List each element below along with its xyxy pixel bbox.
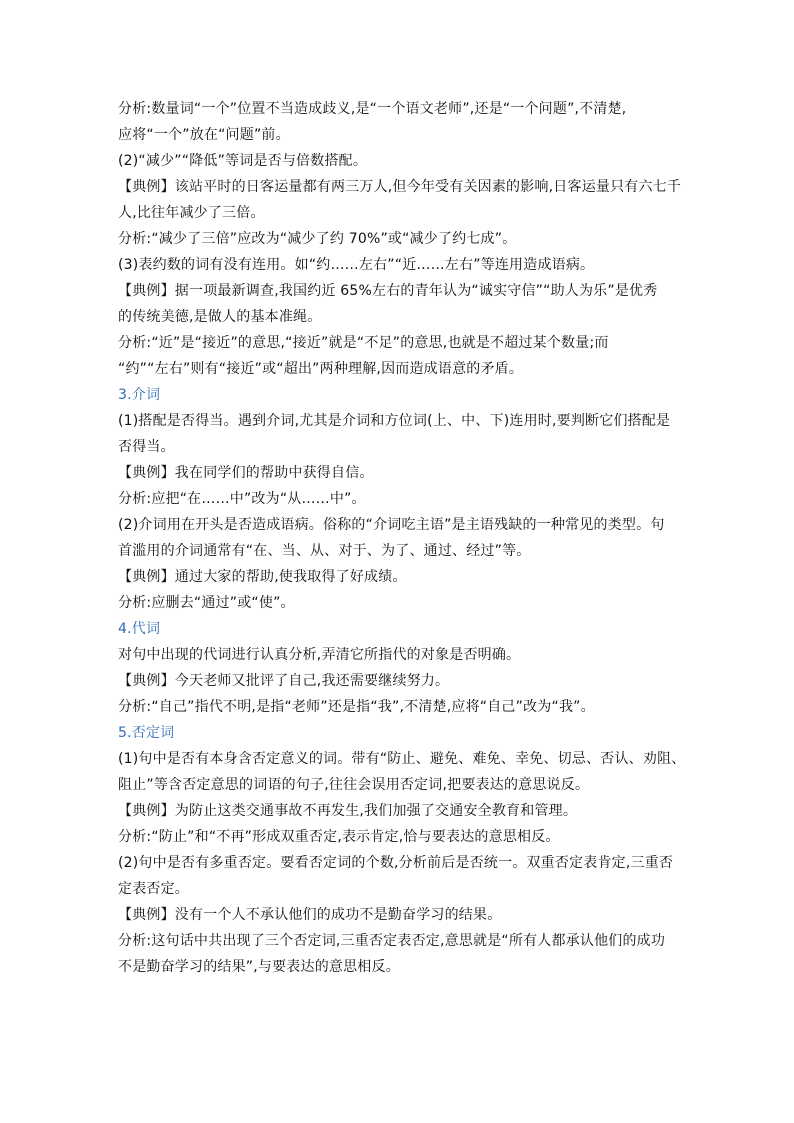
section-heading-negatives: 5.否定词 — [118, 725, 175, 741]
analysis-line: 分析:“防止”和“不再”形成双重否定,表示肯定,恰与要表达的意思相反。 — [118, 829, 560, 845]
paragraph-line: (1)句中是否有本身含否定意义的词。带有“防止、避免、难免、幸免、切忌、否认、劝阻、 — [118, 751, 686, 767]
example-line: 【典例】该站平时的日客运量都有两三万人,但今年受有关因素的影响,日客运量只有六七千 — [118, 179, 682, 195]
example-line: 【典例】没有一个人不承认他们的成功不是勤奋学习的结果。 — [118, 907, 502, 923]
paragraph-line: 否得当。 — [118, 439, 175, 455]
paragraph-line: (2)句中是否有多重否定。要看否定词的个数,分析前后是否统一。双重否定表肯定,三重否 — [118, 855, 674, 871]
example-line: 【典例】据一项最新调查,我国约近 65%左右的青年认为“诚实守信”“助人为乐”是优秀 — [118, 283, 658, 299]
section-heading-pronouns: 4.代词 — [118, 621, 161, 637]
paragraph-line: 首滥用的介词通常有“在、当、从、对于、为了、通过、经过”等。 — [118, 543, 531, 559]
paragraph-line: 定表否定。 — [118, 881, 189, 897]
example-line: 【典例】通过大家的帮助,使我取得了好成绩。 — [118, 569, 407, 585]
analysis-line: 分析:“近”是“接近”的意思,“接近”就是“不足”的意思,也就是不超过某个数量;而 — [118, 335, 609, 351]
paragraph-line: (2)介词用在开头是否造成语病。俗称的“介词吃主语”是主语残缺的一种常见的类型。句 — [118, 517, 665, 533]
example-line: 【典例】今天老师又批评了自己,我还需要继续努力。 — [118, 673, 450, 689]
paragraph-line: (1)搭配是否得当。遇到介词,尤其是介词和方位词(上、中、下)连用时,要判断它们搭配是 — [118, 413, 671, 429]
analysis-line: 不是勤奋学习的结果”,与要表达的意思相反。 — [118, 959, 400, 975]
analysis-line: “约”“左右”则有“接近”或“超出”两种理解,因而造成语意的矛盾。 — [118, 361, 524, 377]
example-line: 【典例】为防止这类交通事故不再发生,我们加强了交通安全教育和管理。 — [118, 803, 578, 819]
analysis-line: 分析:应把“在……中”改为“从……中”。 — [118, 491, 366, 507]
paragraph-line: 对句中出现的代词进行认真分析,弄清它所指代的对象是否明确。 — [118, 647, 521, 663]
paragraph-line: 阻止”等含否定意思的词语的句子,往往会误用否定词,把要表达的意思说反。 — [118, 777, 590, 793]
paragraph-line: 分析:数量词“一个”位置不当造成歧义,是“一个语文老师”,还是“一个问题”,不清楚, — [118, 101, 627, 117]
example-line: 【典例】我在同学们的帮助中获得自信。 — [118, 465, 374, 481]
section-heading-prepositions: 3.介词 — [118, 387, 161, 403]
analysis-line: 分析:“自己”指代不明,是指“老师”还是指“我”,不清楚,应将“自己”改为“我”。 — [118, 699, 595, 715]
example-line: 的传统美德,是做人的基本准绳。 — [118, 309, 322, 325]
document-body — [118, 96, 688, 980]
paragraph-line: 应将“一个”放在“问题”前。 — [118, 127, 290, 143]
analysis-line: 分析:应删去“通过”或“使”。 — [118, 595, 295, 611]
paragraph-line: (2)“减少”“降低”等词是否与倍数搭配。 — [118, 153, 368, 169]
paragraph-line: (3)表约数的词有没有连用。如“约……左右”“近……左右”等连用造成语病。 — [118, 257, 595, 273]
analysis-line: 分析:“减少了三倍”应改为“减少了约 70%”或“减少了约七成”。 — [118, 231, 517, 247]
example-line: 人,比往年减少了三倍。 — [118, 205, 265, 221]
analysis-line: 分析:这句话中共出现了三个否定词,三重否定表否定,意思就是“所有人都承认他们的成功 — [118, 933, 666, 949]
